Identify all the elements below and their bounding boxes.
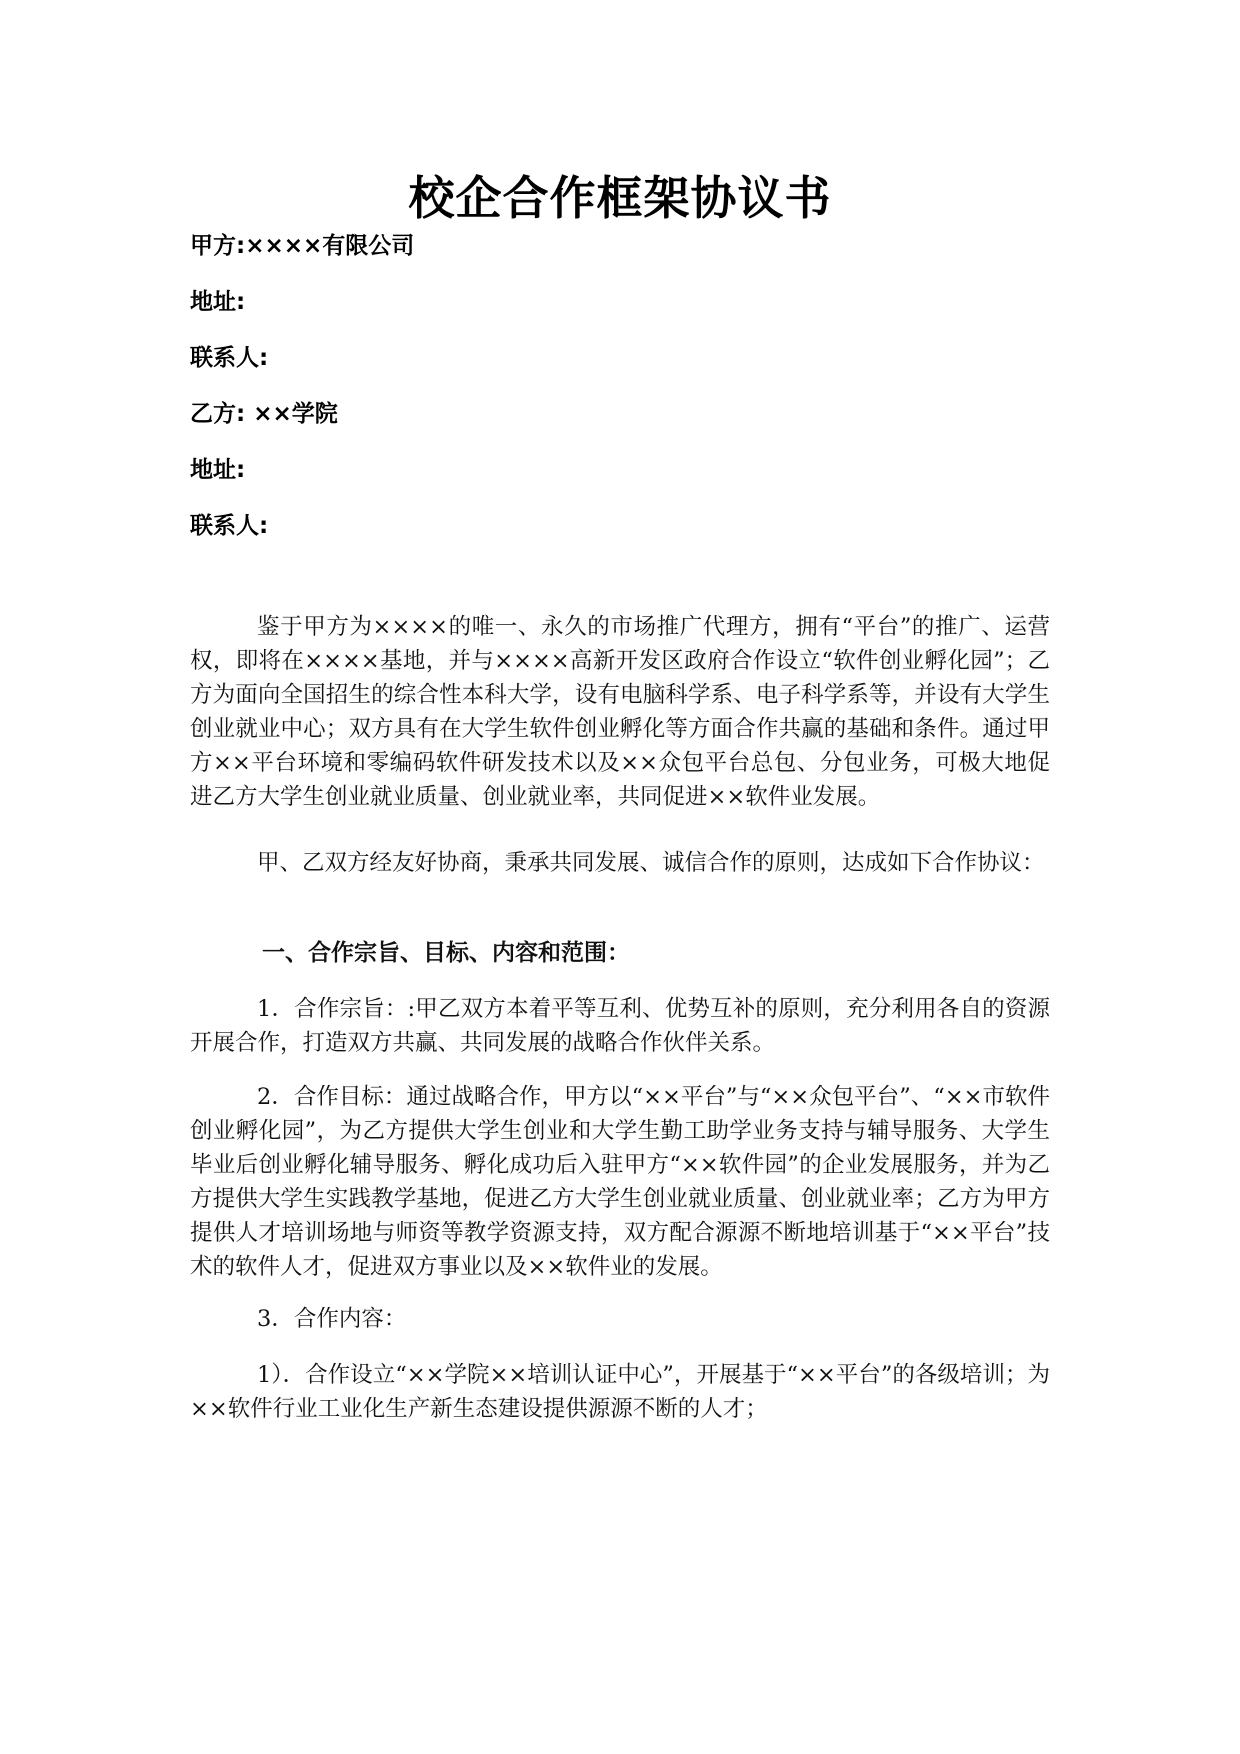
party-a-contact: 联系人: [190,345,269,371]
party-a-name: 甲方:××××有限公司 [190,233,415,259]
document-title: 校企合作框架协议书 [408,171,832,225]
party-b-address: 地址: [190,457,246,483]
section-1-heading: 一、合作宗旨、目标、内容和范围： [262,940,630,966]
clause-3-item-1-paragraph: 1）．合作设立“××学院××培训认证中心”，开展基于“××平台”的各级培训；为××软件行业工业化生产新生态建设提供源源不断的人才； [190,1362,1050,1422]
party-b-contact: 联系人: [190,513,269,539]
clause-3-paragraph: 3．合作内容： [257,1306,407,1332]
clause-1-paragraph: 1．合作宗旨：:甲乙双方本着平等互利、优势互补的原则，充分利用各自的资源开展合作，打造双方共赢、共同发展的战略合作伙伴关系。 [190,996,1050,1056]
party-b-name: 乙方: ××学院 [190,401,338,427]
agreement-intro-paragraph: 甲、乙双方经友好协商，秉承共同发展、诚信合作的原则，达成如下合作协议： [257,850,1045,876]
party-a-address: 地址: [190,289,246,315]
clause-2-paragraph: 2．合作目标：通过战略合作，甲方以“××平台”与“××众包平台”、“××市软件创业孵化园”，为乙方提供大学生创业和大学生勤工助学业务支持与辅导服务、大学生毕业后创业孵化辅导服务、孵化成功后入驻甲方“××软件园”的企业发展服务，并为乙方提供大学生实践教学基地，促进乙方大学生创业就业质量、创业就业率；乙方为甲方提供人才培训场地与师资等教学资源支持，双方配合源源不断地培训基于“××平台”技术的软件人才，促进双方事业以及××软件业的发展。 [190,1084,1050,1280]
preamble-paragraph: 鉴于甲方为××××的唯一、永久的市场推广代理方，拥有“平台”的推广、运营权，即将在××××基地，并与××××高新开发区政府合作设立“软件创业孵化园”；乙方为面向全国招生的综合性本科大学，设有电脑科学系、电子科学系等，并设有大学生创业就业中心；双方具有在大学生软件创业孵化等方面合作共赢的基础和条件。通过甲方××平台环境和零编码软件研发技术以及××众包平台总包、分包业务，可极大地促进乙方大学生创业就业质量、创业就业率，共同促进××软件业发展。 [190,614,1050,810]
